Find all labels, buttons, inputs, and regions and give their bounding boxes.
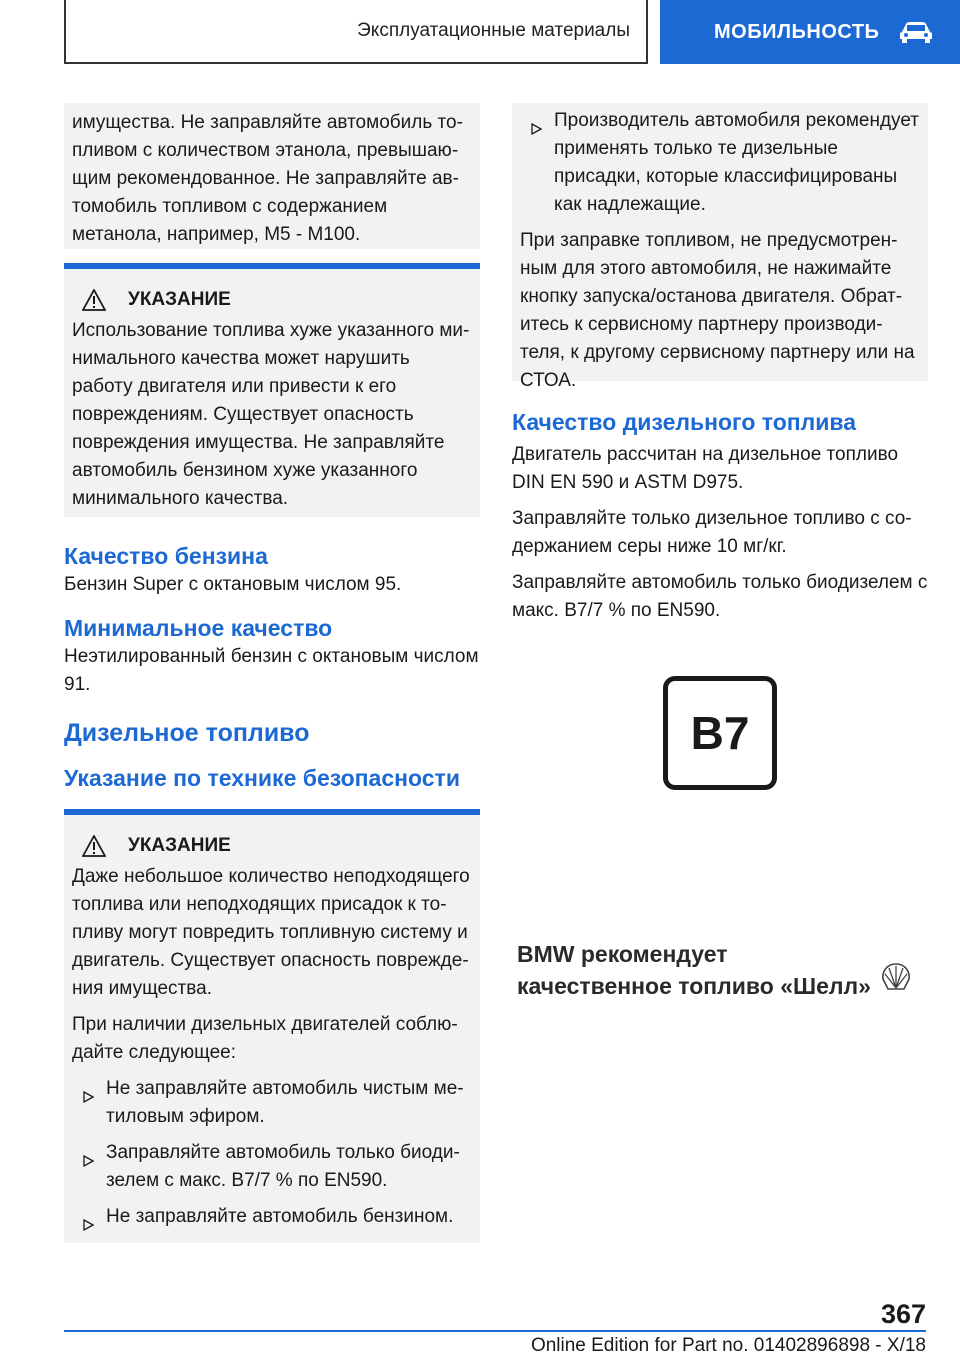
bullet-triangle-icon: [530, 116, 542, 144]
warning-box-petrol: [64, 263, 480, 517]
warning-text: Использование топлива хуже указанного минимального качества может нарушить работу двигателя или привести к его повреждениям. Существует опасность повреждения имущества. Не заправляйте автомобиль бензином хуже указанного минимального качества.: [72, 320, 470, 509]
biodiesel-text: Заправляйте автомобиль только биодизелем с макс. B7/7 % по EN590.: [512, 572, 928, 621]
diesel-standard-text: Двигатель рассчитан на дизельное топливо DIN EN 590 и ASTM D975.: [512, 444, 899, 493]
list-item: Не заправляйте автомобиль бензином.: [72, 1203, 472, 1231]
left-column: [64, 103, 480, 1243]
heading-diesel: Дизельное топливо: [64, 719, 310, 747]
warning-triangle-icon: [82, 835, 106, 857]
warning-box-diesel: [64, 809, 480, 1243]
shell-promo: [517, 938, 917, 1002]
additives-bullet-list: [520, 107, 920, 219]
shell-logo-icon: [880, 962, 912, 992]
bullet-triangle-icon: [82, 1084, 94, 1112]
list-item: Производитель автомобиля рекомендует применять только те дизельные присадки, которые классифицированы как надлежащие.: [520, 107, 920, 219]
bullet-triangle-icon: [82, 1148, 94, 1176]
promo-line-2: качественное топливо «Шелл»: [517, 973, 871, 999]
petrol-quality-text: Бензин Super с октановым числом 95.: [64, 574, 402, 595]
footer-edition: Online Edition for Part no. 01402896898 - X/18: [530, 1335, 926, 1356]
diesel-bullet-list: [72, 1075, 472, 1231]
warning-title: УКАЗАНИЕ: [128, 289, 231, 310]
right-column: [512, 103, 928, 633]
warning-header: [72, 835, 472, 857]
continued-warning-box-right: [512, 103, 928, 391]
header-section-title: [64, 0, 648, 64]
warning-title: УКАЗАНИЕ: [128, 835, 231, 856]
section-title: Эксплуатационные материалы: [357, 20, 630, 41]
warning-text-instructions: При наличии дизельных двигателей соблюдайте следующее:: [72, 1014, 458, 1063]
warning-continuation-text: имущества. Не заправляйте автомобиль топливом с количеством этанола, превышающим рекомендованное. Не заправляйте автомобиль топливом с содержанием метанола, например, M5 - M100.: [72, 112, 463, 245]
promo-line-1: BMW рекомендует: [517, 941, 728, 967]
warning-text: Даже небольшое количество неподходящего топлива или неподходящих присадок к топливу могут повредить топливную систему и двигатель. Существует опасность повреждения имущества.: [72, 866, 470, 999]
page-number: 367: [880, 1299, 926, 1329]
list-item: Заправляйте автомобиль только биодизелем с макс. B7/7 % по EN590.: [72, 1139, 472, 1195]
heading-min-quality: Минимальное качество: [64, 615, 333, 641]
list-item: Не заправляйте автомобиль чистым метиловым эфиром.: [72, 1075, 472, 1131]
min-quality-text: Неэтилированный бензин с октановым числом 91.: [64, 646, 479, 695]
footer-divider: [64, 1330, 926, 1332]
sulfur-text: Заправляйте только дизельное топливо с содержанием серы ниже 10 мг/кг.: [512, 508, 912, 557]
heading-petrol-quality: Качество бензина: [64, 543, 268, 569]
bullet-triangle-icon: [82, 1212, 94, 1240]
warning-triangle-icon: [82, 289, 106, 311]
car-icon: [897, 20, 935, 44]
chapter-title: МОБИЛЬНОСТЬ: [714, 20, 880, 43]
continued-warning-box: [64, 103, 480, 249]
heading-safety: Указание по технике безопасности: [64, 765, 460, 791]
wrong-fuel-text: При заправке топливом, не предусмотренным для этого автомобиля, не нажимайте кнопку запуска/останова двигателя. Обратитесь к сервисному партнеру производителя, к другому сервисному партнеру или на СТОА.: [520, 230, 915, 391]
header-chapter-tab[interactable]: [660, 0, 960, 64]
warning-header: [72, 289, 472, 311]
b7-fuel-label: B7: [663, 676, 777, 790]
heading-diesel-quality: Качество дизельного топлива: [512, 409, 857, 435]
